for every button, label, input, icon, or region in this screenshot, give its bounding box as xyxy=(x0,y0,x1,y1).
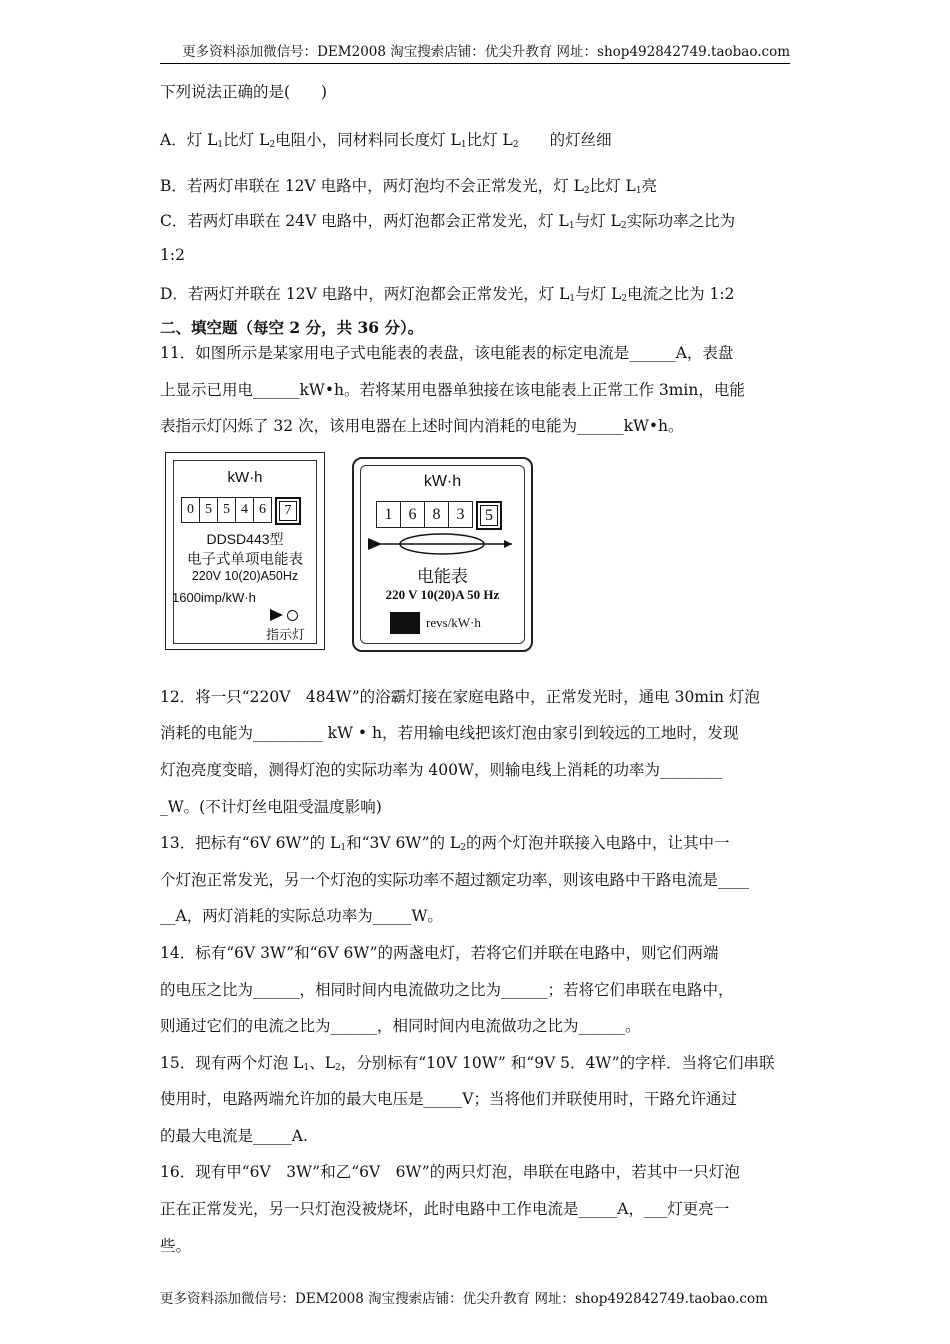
q15-line-3: 的最大电流是_____A. xyxy=(160,1127,308,1145)
q10-option-d: D．若两灯并联在 12V 电路中，两灯泡都会正常发光，灯 $L_1$与灯 $L_2$电流之比为 1:2 xyxy=(160,285,735,304)
meter-1-model: DDSD443型 xyxy=(206,531,284,547)
q10-option-b: B．若两灯串联在 12V 电路中，两灯泡均不会正常发光，灯 $L_2$比灯 $L_1$亮 xyxy=(160,177,658,196)
meter-1-imp: 1600imp/kW·h xyxy=(172,590,256,605)
q16-line-3: 些。 xyxy=(160,1237,192,1255)
q10-stem: 下列说法正确的是( ) xyxy=(160,83,328,101)
q13-line-2: 个灯泡正常发光，另一个灯泡的实际功率不超过额定功率，则该电路中干路电流是____ xyxy=(160,871,750,889)
q14-line-2: 的电压之比为______，相同时间内电流做功之比为______；若将它们串联在电路中， xyxy=(160,981,734,999)
meter-1-digit-decimal: 7 xyxy=(275,497,301,525)
meter-2-figure xyxy=(352,457,533,652)
meter-2-digits xyxy=(376,501,502,530)
q10-option-c-cont: 1:2 xyxy=(160,246,185,264)
meter-2-digit: 1 xyxy=(376,501,401,528)
q13-line-1: 13．把标有“6V 6W”的 $L_1$和“3V 6W”的 $L_2$的两个灯泡并联接入电路中，让其中一 xyxy=(160,834,730,853)
meter-1-digit: 0 xyxy=(181,497,200,523)
q13-line-3: __A，两灯消耗的实际总功率为_____W。 xyxy=(160,907,443,925)
q14-line-1: 14．标有“6V 3W”和“6V 6W”的两盏电灯，若将它们并联在电路中，则它们两端 xyxy=(160,944,719,962)
meter-2-digit-decimal: 5 xyxy=(476,501,502,530)
meter-1-digit: 5 xyxy=(218,497,236,523)
q14-line-3: 则通过它们的电流之比为______，相同时间内电流做功之比为______。 xyxy=(160,1017,641,1035)
meter-1-figure xyxy=(165,452,325,650)
q10-option-c: C．若两灯串联在 24V 电路中，两灯泡都会正常发光，灯 $L_1$与灯 $L_2$实际功率之比为 xyxy=(160,212,736,231)
meter-1-digits xyxy=(181,497,301,525)
q12-line-2: 消耗的电能为_________ kW • h，若用输电线把该灯泡由家引到较远的工地时，发现 xyxy=(160,724,739,742)
meter-1-name: 电子式单项电能表 xyxy=(187,552,303,568)
q10-option-a: A．灯 $L_1$比灯 $L_2$电阻小，同材料同长度灯 $L_1$比灯 $L_2$ 的灯丝细 xyxy=(160,131,612,150)
indicator-light-icon xyxy=(287,610,298,621)
section-2-title: 二、填空题（每空 2 分，共 36 分）。 xyxy=(160,318,424,337)
meter-2-digit: 8 xyxy=(425,501,449,528)
q15-line-2: 使用时，电路两端允许加的最大电压是_____V；当将他们并联使用时，干路允许通过 xyxy=(160,1090,737,1108)
meter-2-black-square xyxy=(390,612,420,634)
meter-2-unit: kW·h xyxy=(423,473,462,490)
page-footer: 更多资料添加微信号：DEM2008 淘宝搜索店铺：优尖升教育 网址：shop492842749.taobao.com xyxy=(160,1291,768,1307)
meter-2-spec: 220 V 10(20)A 50 Hz xyxy=(385,587,500,602)
q11-line-1: 11．如图所示是某家用电子式电能表的表盘，该电能表的标定电流是______A，表盘 xyxy=(160,344,734,362)
meter-1-digit: 5 xyxy=(200,497,218,523)
meter-1-unit: kW·h xyxy=(227,469,263,486)
meter-2-name: 电能表 xyxy=(417,567,468,586)
q15-line-1: 15．现有两个灯泡 $L_1$、$L_2$，分别标有“10V 10W” 和“9V 5．4W”的字样．当将它们串联 xyxy=(160,1054,775,1073)
meter-1-digit: 4 xyxy=(236,497,254,523)
meter-2-disc-icon xyxy=(368,531,516,557)
q12-line-1: 12．将一只“220V 484W”的浴霸灯接在家庭电路中，正常发光时，通电 30min 灯泡 xyxy=(160,688,760,706)
page-header: 更多资料添加微信号：DEM2008 淘宝搜索店铺：优尖升教育 网址：shop492842749.taobao.com xyxy=(160,40,790,64)
q11-line-2: 上显示已用电______kW•h。若将某用电器单独接在该电能表上正常工作 3min，电能 xyxy=(160,381,745,399)
q11-line-3: 表指示灯闪烁了 32 次，该用电器在上述时间内消耗的电能为______kW•h。 xyxy=(160,417,684,435)
meter-1-spec: 220V 10(20)A50Hz xyxy=(191,569,299,583)
q12-line-4: _W。(不计灯丝电阻受温度影响) xyxy=(160,798,382,816)
indicator-arrow-icon xyxy=(270,609,283,621)
meter-2-revs: revs/kW·h xyxy=(426,615,481,630)
meter-2-digit: 3 xyxy=(449,501,473,528)
meter-1-digit: 6 xyxy=(254,497,272,523)
q12-line-3: 灯泡亮度变暗，测得灯泡的实际功率为 400W，则输电线上消耗的功率为________ xyxy=(160,761,722,779)
meter-2-digit: 6 xyxy=(401,501,425,528)
meter-1-indicator-label: 指示灯 xyxy=(266,627,306,642)
q16-line-1: 16．现有甲“6V 3W”和乙“6V 6W”的两只灯泡，串联在电路中，若其中一只灯泡 xyxy=(160,1163,740,1181)
q16-line-2: 正在正常发光，另一只灯泡没被烧坏，此时电路中工作电流是_____A，___灯更亮一 xyxy=(160,1200,730,1218)
